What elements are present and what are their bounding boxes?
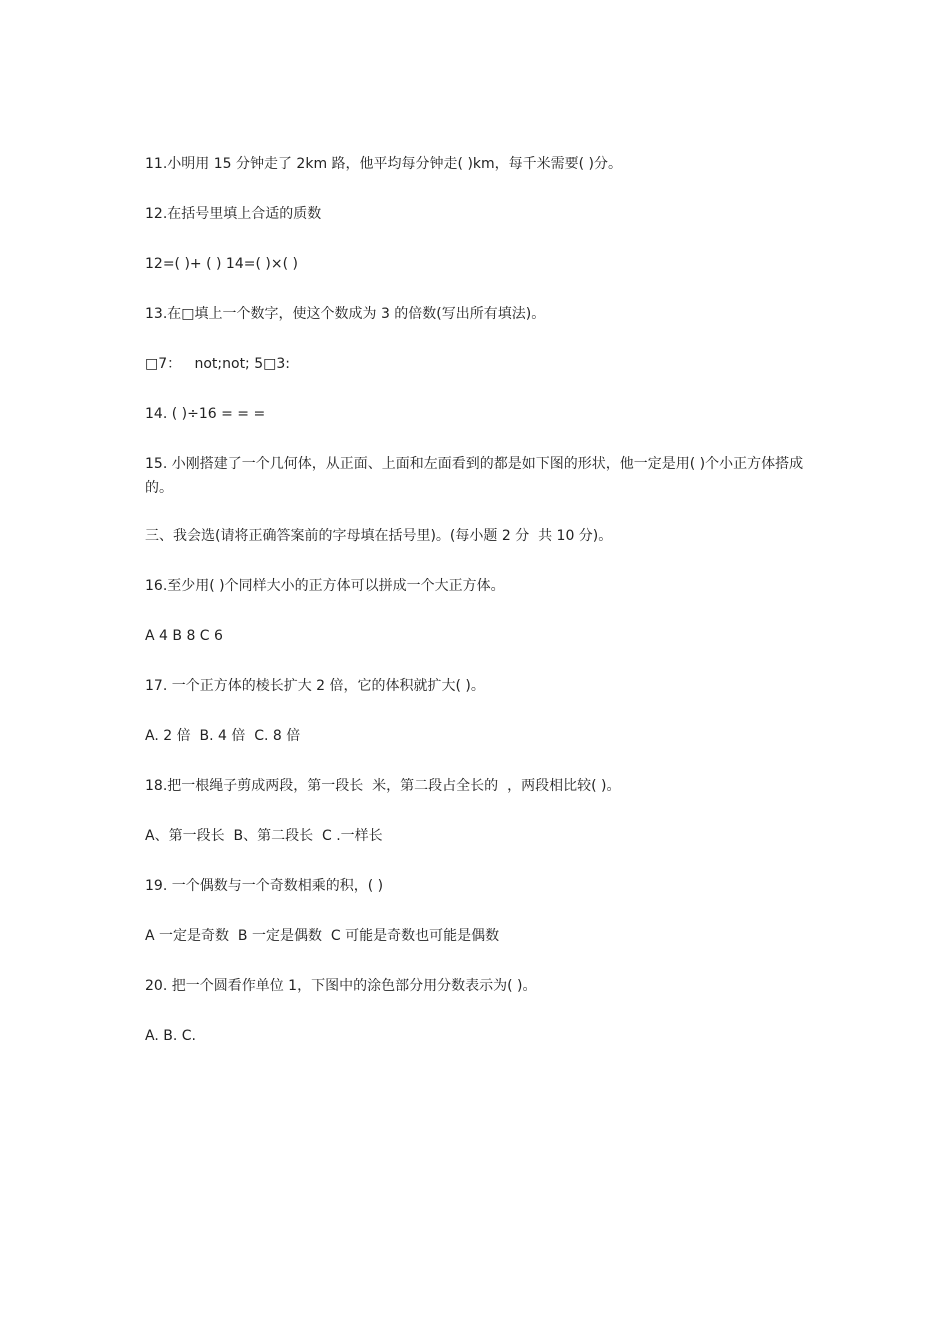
question-13-blanks: □7： not;not; 5□3: [145, 356, 290, 372]
document-body [145, 152, 825, 1074]
section-three-heading: 三、我会选(请将正确答案前的字母填在括号里)。(每小题 2 分 共 10 分)。 [145, 528, 613, 544]
question-12: 12.在括号里填上合适的质数 [145, 206, 322, 222]
question-17-options: A. 2 倍 B. 4 倍 C. 8 倍 [145, 728, 301, 744]
question-17: 17. 一个正方体的棱长扩大 2 倍，它的体积就扩大( )。 [145, 678, 485, 694]
question-16-options: A 4 B 8 C 6 [145, 628, 223, 644]
question-15: 15. 小刚搭建了一个几何体，从正面、上面和左面看到的都是如下图的形状，他一定是用( )个小正方体搭成的。 [145, 456, 804, 496]
question-13: 13.在□填上一个数字，使这个数成为 3 的倍数(写出所有填法)。 [145, 306, 546, 322]
question-18-options: A、第一段长 B、第二段长 C .一样长 [145, 828, 383, 844]
question-16: 16.至少用( )个同样大小的正方体可以拼成一个大正方体。 [145, 578, 505, 594]
question-11: 11.小明用 15 分钟走了 2km 路，他平均每分钟走( )km，每千米需要( )分。 [145, 156, 623, 172]
question-18: 18.把一根绳子剪成两段，第一段长 米，第二段占全长的 ，两段相比较( )。 [145, 778, 621, 794]
question-19: 19. 一个偶数与一个奇数相乘的积，( ) [145, 878, 384, 894]
question-20: 20. 把一个圆看作单位 1，下图中的涂色部分用分数表示为( )。 [145, 978, 537, 994]
question-12-equations: 12=( )+ ( ) 14=( )×( ) [145, 256, 298, 272]
question-14: 14. ( )÷16 = = = [145, 406, 266, 422]
question-20-options: A. B. C. [145, 1028, 196, 1044]
question-19-options: A 一定是奇数 B 一定是偶数 C 可能是奇数也可能是偶数 [145, 928, 500, 944]
